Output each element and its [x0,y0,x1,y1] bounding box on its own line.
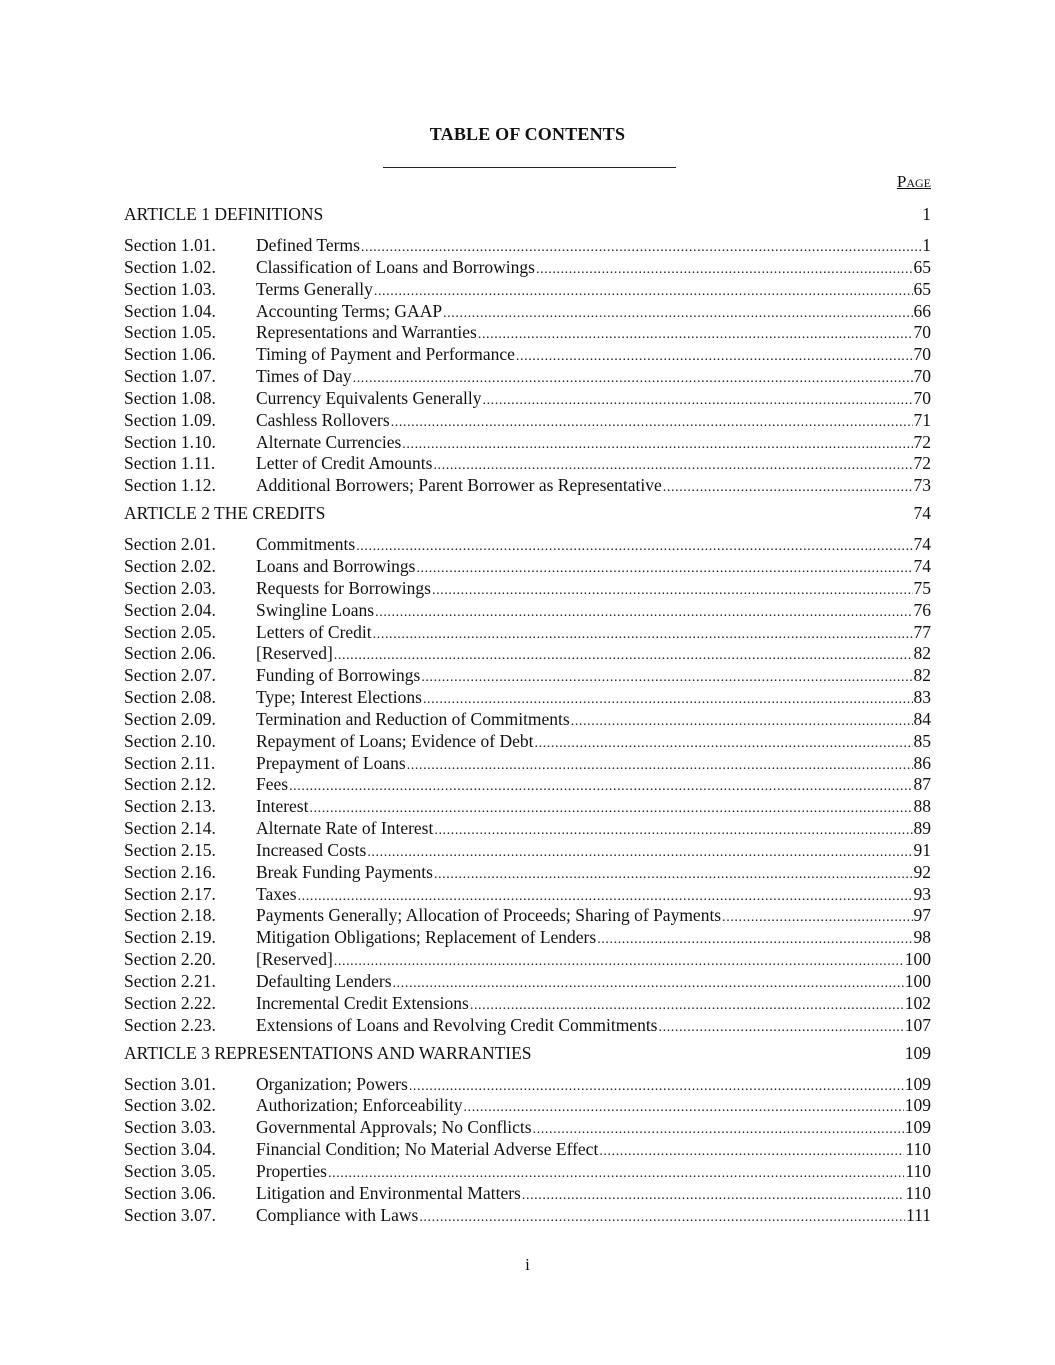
dot-leader [434,820,912,842]
section-number: Section 2.14. [124,818,216,839]
section-number: Section 1.01. [124,235,216,255]
section-page: 93 [913,883,931,904]
dot-leader [328,1163,904,1185]
toc-entry[interactable] [124,388,931,410]
dot-leader [722,907,912,929]
section-page: 83 [913,687,931,708]
dot-leader [402,434,912,456]
toc-entry[interactable] [124,622,931,644]
section-page: 87 [913,774,931,795]
section-number: Section 2.17. [124,883,216,904]
dot-leader [433,455,912,477]
section-number: Section 1.04. [124,300,216,321]
section-number: Section 1.11. [124,453,216,474]
dot-leader [464,1097,904,1119]
section-title: Payments Generally; Allocation of Proceeds; Sharing of Payments [256,905,722,926]
section-title: Properties [256,1160,327,1181]
dot-leader [659,1017,904,1039]
toc-entry[interactable] [124,410,931,432]
section-title: Letters of Credit [256,621,372,642]
dot-leader [353,368,913,390]
section-number: Section 3.01. [124,1073,216,1094]
section-page: 110 [905,1160,931,1181]
dot-leader [373,624,913,646]
dot-leader [432,580,913,602]
section-page: 91 [913,839,931,860]
section-title: Representations and Warranties [256,322,477,343]
toc-entry[interactable] [124,1205,931,1227]
section-number: Section 1.05. [124,322,216,343]
section-page: 97 [913,905,931,926]
section-number: Section 2.11. [124,752,216,773]
toc-entry[interactable] [124,949,931,971]
section-page: 86 [913,752,931,773]
toc-entry[interactable] [124,600,931,622]
section-title: Commitments [256,534,356,555]
toc-entry[interactable] [124,774,931,796]
section-title: Fees [256,774,289,795]
section-page: 72 [913,431,931,452]
section-page: 110 [905,1182,931,1203]
section-title: [Reserved] [256,643,333,664]
section-title: Times of Day [256,366,352,387]
toc-entry[interactable] [124,884,931,906]
toc-entry[interactable] [124,993,931,1015]
section-title: Funding of Borrowings [256,665,421,686]
section-title: Governmental Approvals; No Conflicts [256,1117,532,1138]
toc-entry[interactable] [124,818,931,840]
section-number: Section 2.05. [124,621,216,642]
section-page: 71 [913,409,931,430]
dot-leader [536,259,913,281]
section-page: 70 [913,344,931,365]
section-page: 82 [913,643,931,664]
section-title: Incremental Credit Extensions [256,992,469,1013]
toc-entry[interactable] [124,475,931,497]
toc-entry[interactable] [124,927,931,949]
section-page: 72 [913,453,931,474]
dot-leader [533,1119,904,1141]
section-title: Alternate Rate of Interest [256,818,434,839]
dot-leader [534,733,912,755]
section-title: [Reserved] [256,949,333,970]
section-number: Section 2.19. [124,927,216,948]
section-page: 92 [913,861,931,882]
article-heading-row[interactable] [124,502,931,524]
section-number: Section 2.20. [124,949,216,970]
section-number: Section 1.02. [124,256,216,277]
page-title: TABLE OF CONTENTS [429,124,626,144]
section-page: 76 [913,599,931,620]
toc-entry[interactable] [124,322,931,344]
section-title: Currency Equivalents Generally [256,387,482,408]
section-title: Interest [256,796,309,817]
section-page: 111 [906,1204,931,1225]
article-page: 1 [922,204,931,224]
section-title: Defined Terms [256,235,360,255]
toc-entry[interactable] [124,301,931,323]
section-page: 66 [913,300,931,321]
section-number: Section 2.15. [124,839,216,860]
toc-entry[interactable] [124,665,931,687]
section-page: 82 [913,665,931,686]
section-number: Section 1.06. [124,344,216,365]
dot-leader [423,689,913,711]
section-number: Section 3.03. [124,1117,216,1138]
section-title: Taxes [256,883,297,904]
section-page: 88 [913,796,931,817]
section-number: Section 3.07. [124,1204,216,1225]
section-page: 70 [913,366,931,387]
section-number: Section 3.04. [124,1139,216,1160]
section-title: Break Funding Payments [256,861,433,882]
section-title: Prepayment of Loans [256,752,406,773]
section-number: Section 2.10. [124,730,216,751]
toc-entry[interactable] [124,366,931,388]
section-title: Extensions of Loans and Revolving Credit Commitments [256,1014,658,1035]
section-title: Swingline Loans [256,599,375,620]
section-title: Litigation and Environmental Matters [256,1182,521,1203]
toc-entry[interactable] [124,905,931,927]
section-title: Termination and Reduction of Commitments [256,708,570,729]
section-number: Section 2.23. [124,1014,216,1035]
toc-entry[interactable] [124,709,931,731]
section-page: 70 [913,387,931,408]
section-title: Loans and Borrowings [256,555,416,576]
dot-leader [434,864,913,886]
table-of-contents [124,200,931,1226]
dot-leader [334,645,913,667]
section-number: Section 2.07. [124,665,216,686]
section-page: 102 [904,992,931,1013]
dot-leader [356,536,912,558]
section-page: 89 [913,818,931,839]
dot-leader [361,237,921,259]
toc-entry[interactable] [124,344,931,366]
toc-entry[interactable] [124,1139,931,1161]
dot-leader [367,842,912,864]
dot-leader [391,412,913,434]
toc-entry[interactable] [124,753,931,775]
section-title: Defaulting Lenders [256,971,392,991]
toc-entry[interactable] [124,578,931,600]
dot-leader [419,1207,905,1229]
toc-entry[interactable] [124,453,931,475]
dot-leader [663,477,913,499]
article-heading: ARTICLE 1 DEFINITIONS [124,204,324,224]
dot-leader [470,995,904,1017]
article-heading-row[interactable] [124,203,931,225]
toc-entry[interactable] [124,687,931,709]
section-page: 74 [913,555,931,576]
section-page: 100 [904,971,931,991]
dot-leader [599,1141,904,1163]
dot-leader [298,886,913,908]
section-page: 98 [913,927,931,948]
section-title: Classification of Loans and Borrowings [256,256,535,277]
section-page: 70 [913,322,931,343]
article-heading-row[interactable] [124,1042,931,1064]
section-title: Organization; Powers [256,1073,408,1094]
section-page: 73 [913,475,931,496]
toc-entry[interactable] [124,643,931,665]
toc-entry[interactable] [124,796,931,818]
section-page: 110 [905,1139,931,1160]
section-title: Letter of Credit Amounts [256,453,433,474]
toc-entry[interactable] [124,534,931,556]
section-number: Section 2.01. [124,534,216,555]
dot-leader [522,1185,905,1207]
toc-entry[interactable] [124,862,931,884]
section-number: Section 1.12. [124,475,216,496]
toc-entry[interactable] [124,1161,931,1183]
section-title: Requests for Borrowings [256,577,431,598]
section-page: 74 [913,534,931,555]
dot-leader [571,711,913,733]
toc-entry[interactable] [124,235,931,257]
section-title: Repayment of Loans; Evidence of Debt [256,730,534,751]
section-page: 65 [913,278,931,299]
section-title: Terms Generally [256,278,373,299]
toc-entry[interactable] [124,1015,931,1037]
section-page: 84 [913,708,931,729]
section-number: Section 2.21. [124,971,216,991]
section-page: 107 [904,1014,931,1035]
dot-leader [478,324,913,346]
section-number: Section 2.03. [124,577,216,598]
dot-leader [443,303,912,325]
toc-entry[interactable] [124,731,931,753]
section-number: Section 1.08. [124,387,216,408]
section-number: Section 2.06. [124,643,216,664]
dot-leader [409,1076,904,1098]
toc-entry[interactable] [124,1095,931,1117]
toc-entry[interactable] [124,279,931,301]
section-title: Timing of Payment and Performance [256,344,515,365]
section-number: Section 1.03. [124,278,216,299]
section-number: Section 2.13. [124,796,216,817]
section-title: Additional Borrowers; Parent Borrower as Representative [256,475,662,496]
section-title: Increased Costs [256,839,367,860]
toc-entry[interactable] [124,1074,931,1096]
toc-entry[interactable] [124,1117,931,1139]
article-heading: ARTICLE 2 THE CREDITS [124,503,326,524]
section-number: Section 2.08. [124,687,216,708]
dot-leader [334,951,904,973]
dot-leader [309,798,912,820]
toc-entry[interactable] [124,432,931,454]
toc-entry[interactable] [124,971,931,993]
dot-leader [407,755,913,777]
section-page: 100 [904,949,931,970]
footer-page-number: i [525,1255,530,1274]
toc-entry[interactable] [124,257,931,279]
section-number: Section 2.02. [124,555,216,576]
section-number: Section 2.18. [124,905,216,926]
section-number: Section 1.09. [124,409,216,430]
dot-leader [374,281,913,303]
toc-entry[interactable] [124,556,931,578]
section-page: 65 [913,256,931,277]
section-title: Type; Interest Elections [256,687,422,708]
section-title: Mitigation Obligations; Replacement of Lenders [256,927,597,948]
section-number: Section 2.04. [124,599,216,620]
section-page: 85 [913,730,931,751]
section-page: 109 [904,1117,931,1138]
dot-leader [375,602,912,624]
dot-leader [393,973,904,995]
article-page: 109 [904,1042,931,1063]
section-page: 75 [913,577,931,598]
section-title: Alternate Currencies [256,431,402,452]
dot-leader [416,558,912,580]
section-title: Cashless Rollovers [256,409,390,430]
section-number: Section 2.12. [124,774,216,795]
toc-entry[interactable] [124,840,931,862]
dot-leader [516,346,913,368]
section-page: 1 [922,235,931,255]
toc-entry[interactable] [124,1183,931,1205]
dot-leader [289,776,912,798]
section-number: Section 2.16. [124,861,216,882]
section-number: Section 1.10. [124,431,216,452]
section-page: 109 [904,1073,931,1094]
section-number: Section 2.09. [124,708,216,729]
section-title: Financial Condition; No Material Adverse Effect [256,1139,599,1160]
section-number: Section 3.05. [124,1160,216,1181]
section-number: Section 3.06. [124,1182,216,1203]
page-column-header: Page [896,172,931,191]
section-page: 109 [904,1095,931,1116]
article-page: 74 [913,503,931,524]
section-number: Section 1.07. [124,366,216,387]
dot-leader [482,390,912,412]
section-number: Section 3.02. [124,1095,216,1116]
dot-leader [421,667,912,689]
section-number: Section 2.22. [124,992,216,1013]
section-page: 77 [913,621,931,642]
article-heading: ARTICLE 3 REPRESENTATIONS AND WARRANTIES [124,1042,532,1063]
section-title: Authorization; Enforceability [256,1095,463,1116]
section-title: Accounting Terms; GAAP [256,300,443,321]
section-title: Compliance with Laws [256,1204,419,1225]
title-underline [383,167,676,168]
dot-leader [597,929,912,951]
